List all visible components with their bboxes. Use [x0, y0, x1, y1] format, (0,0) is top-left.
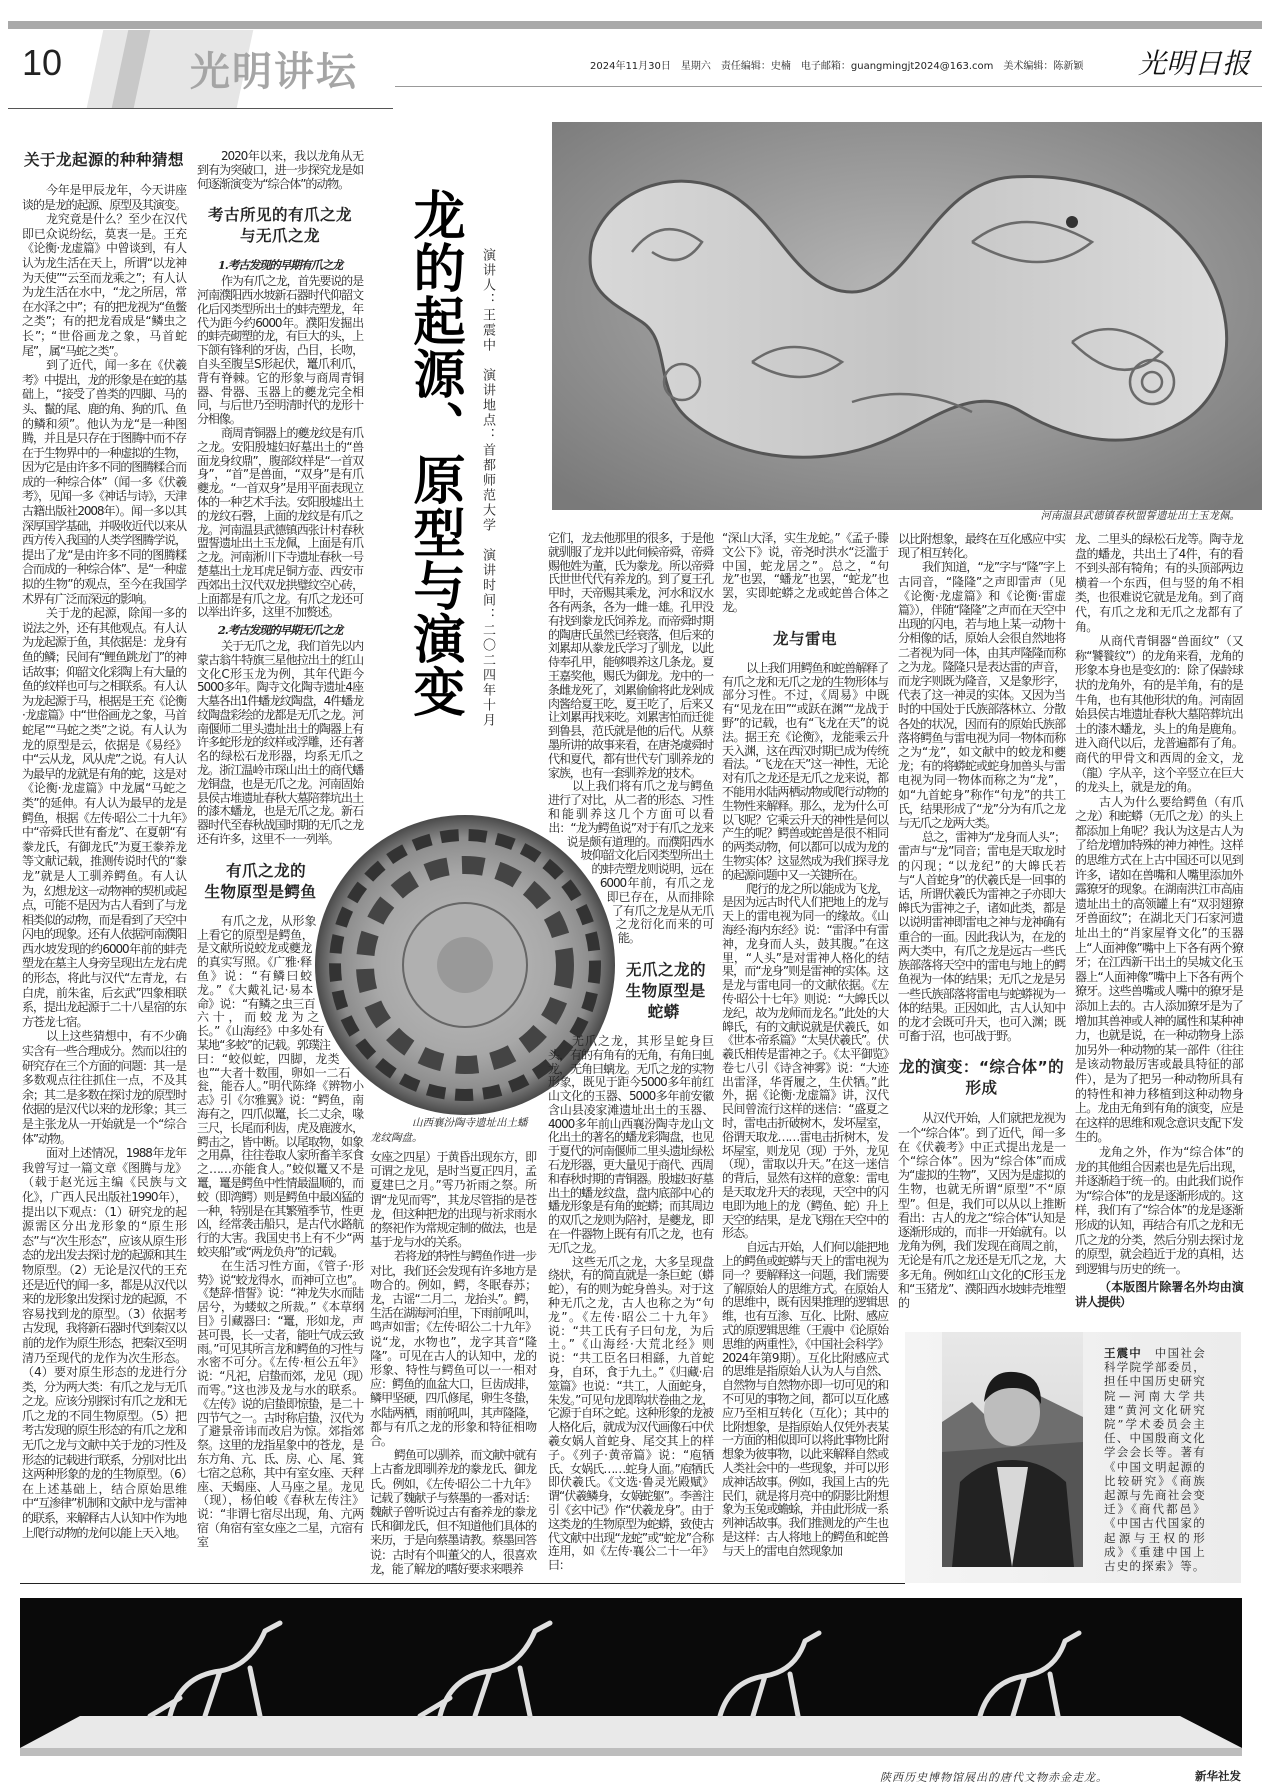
body-paragraph: 我们知道，“龙”字与“隆”字上古同音，“隆隆”之声即雷声（见《论衡·龙虚篇》和《论衡·雷虚篇》），伴随“隆隆”之声而在天空中出现的闪电，若与地上某一动物十分相像的话，原始人会很自然地将二者视为同一体，由其声隆隆而称之为龙。隆隆只是表达雷的声音，而龙字则既为隆音，又是象形字，代表了这一神灵的实体。又因为当时的中国处于氏族部落林立、分散各处的状况，因而有的原始氏族部落将鳄鱼与雷电视为同一物体而称之为“龙”，如文献中的蛟龙和夔龙；有的将蟒蛇或蛇身加兽头与雷电视为同一物体而称之为“龙”，如“九首蛇身”称作“句龙”的共工氏，结果形成了“龙”分为有爪之龙与无爪之龙两大类。 [898, 560, 1065, 831]
section-heading: 无爪之龙的 生物原型是蛇蟒 [625, 960, 706, 1021]
body-paragraph: 在生活习性方面，《管子·形势》说“蛟龙得水，而神可立也”。《楚辞·惜誓》说：“神龙失水而陆居兮，为蝼蚁之所裁。”《本草纲目》引藏器曰：“鼍，形如龙，声甚可畏，长一丈者，能吐气成云致雨。”可见其所言龙和鳄鱼的习性与水密不可分。《左传·桓公五年》说：“凡祀，启蛰而郊，龙见（现）而雩。”这也涉及龙与水的联系。《左传》说的启蛰即惊蛰，是二十四节气之一。古时称启蛰，汉代为了避景帝讳而改启为惊。郊指郊祭。这里的龙指星象中的苍龙，是东方角、亢、氐、房、心、尾、箕七宿之总称，其中有室女座、天秤座、天蝎座、人马座之星。龙见（现），杨伯峻《春秋左传注》说：“非谓七宿尽出现，角、亢两宿（角宿有室女座之二星，亢宿有室 [197, 1258, 363, 1549]
jade-dragon-pendant-photo [552, 122, 1262, 510]
body-paragraph: 龙、二里头的绿松石龙等。陶寺龙盘的蟠龙，共出土了4件，有的看不到头部有犄角；有的头顶部两边横着一个东西，但与竖的角不相类，也很难说它就是龙角。到了商代，有爪之龙和无爪之龙都有了角。 [1075, 532, 1244, 634]
body-paragraph: 关于无爪之龙，我们首先以内蒙古翁牛特旗三星他拉出土的红山文化C形玉龙为例，其年代距今5000多年。陶寺文化陶寺遗址4座大墓各出1件蟠龙纹陶盘，4件蟠龙纹陶盘彩绘的龙都是无爪之龙。河南偃师二里头遗址出土的陶器上有许多蛇形龙的纹样或浮雕，还有著名的绿松石龙形器，均系无爪之龙。浙江温岭市琛山出土的商代蟠龙铜盘，也是无爪之龙。河南固始县侯古堆遗址春秋大墓陪葬坑出土的漆木蟠龙，也是无爪之龙。新石器时代至春秋战国时期的无爪之龙还有许多，这里不一一列举。 [197, 638, 363, 847]
body-paragraph: 龙究竟是什么？至少在汉代即已众说纷纭，莫衷一是。王充《论衡·龙虚篇》中曾谈到，有人认为龙生活在天上，所谓“以龙神为天使”“云至而龙乘之”；有人认为龙生活在水中，“龙之所居，常在水泽之中”；有的把龙视为“鱼鳖之类”；有的把龙看成是“鳞虫之长”；“世俗画龙之象，马首蛇尾”，属“马蛇之类”。 [22, 212, 186, 358]
photo-credit-note: （本版图片除署名外均由演讲人提供） [1075, 1280, 1243, 1309]
bottom-photo-caption: 陕西历史博物馆展出的唐代文物赤金走龙。 [880, 1771, 1108, 1784]
top-photo-caption: 河南温县武德镇春秋盟誓遗址出土玉龙佩。 [1040, 510, 1240, 522]
author-bio-text: 中国社会科学院学部委员，担任中国历史研究院—河南大学共建“黄河文化研究院”学术委员会主任、中国殷商文化学会会长等。著有《中国文明起源的比较研究》《商族起源与先商社会变迁》《商代都邑》《中国古代国家的起源与王权的形成》《重建中国上古史的探索》等。 [1104, 1346, 1206, 1574]
body-paragraph: 自远古开始，人们何以能把地上的鳄鱼或蛇蟒与天上的雷电视为同一？要解释这一问题，我们需要了解原始人的思维方式。在原始人的思维中，既有因果推理的逻辑思维，也有互渗、互化、比附、感应式的原逻辑思维（王震中《论原始思维的两重性》，《中国社会科学》2024年第9期）。互化比附感应式的思维是指原始人认为人与自然、自然物与自然物亦即一切可见的和不可见的事物之间，都可以互化感应乃至相互转化（互化）；其中的比附想象，是指原始人仅凭外表某一方面的相似即可以将此事物比附想象为彼事物，以此来解释自然或人类社会中的一些现象，并可以形成神话故事。例如，我国上古的先民们，就是将月亮中的阴影比附想象为玉兔或蟾蜍，并由此形成一系列神话故事。我们推测龙的产生也是这样：古人将地上的鳄鱼和蛇兽与天上的雷电自然现象加 [722, 1240, 888, 1558]
body-paragraph: 从汉代开始，人们就把龙视为一个“综合体”。到了近代，闻一多在《伏羲考》中正式提出龙是一个“综合体”。因为“综合体”而成为“虚拟的生物”，又因为是虚拟的生物，也就无所谓“原型”不“原型”。但是，我们可以从以上推断看出：古人的龙之“综合体”认知是逐渐形成的，而非一开始就有。以龙角为例，我们发现在商周之前，无论是有爪之龙还是无爪之龙，大多无角。例如红山文化的C形玉龙和“玉猪龙”、濮阳西水坡蚌壳堆塑的 [898, 1111, 1065, 1310]
newspaper-logo: 光明日报 [1138, 47, 1251, 80]
author-bio [1104, 1346, 1206, 1573]
article-title: 龙的起源、原型与演变 [404, 188, 465, 718]
body-paragraph: 以比附想象，最终在互化感应中实现了相互转化。 [898, 532, 1065, 561]
article-column-4 [548, 532, 713, 1573]
body-paragraph: 以上我们用鳄鱼和蛇兽解释了有爪之龙和无爪之龙的生物形体与部分习性。不过，《周易》中既有“见龙在田”“或跃在渊”“龙战于野”的记载，也有“飞龙在天”的说法。据王充《论衡》，龙能乘云升天入渊，这在西汉时期已成为传统看法。“飞龙在天”这一神性，无论对有爪之龙还是无爪之龙来说，都不能用水陆两栖动物或爬行动物的生物性来解释。那么，龙为什么可以飞呢？它乘云升天的神性是何以产生的呢？鳄兽或蛇兽是很不相同的两类动物，何以都可以成为龙的生物实体？这显然成为我们探寻龙的起源问题中又一关键所在。 [722, 660, 888, 882]
body-paragraph: 鳄鱼可以驯养，而文献中就有上古畜龙即驯养龙的豢龙氏、御龙氏。例如，《左传·昭公二十九年》记载了魏献子与蔡墨的一番对话：魏献子曾听说过古有畜养龙的豢龙氏和御龙氏，但不知道他们具体的来历，于是向蔡墨请教。蔡墨回答说：古时有个叫董父的人，很喜欢龙，能了解龙的嗜好要求来喂养 [370, 1448, 536, 1576]
issue-info-line: 2024年11月30日 星期六 责任编辑：史楠 电子邮箱：guangmingjt2024@163.com 美术编辑：陈新颖 [590, 61, 1084, 72]
author-portrait-photo [942, 1332, 1083, 1567]
body-paragraph: “深山大泽，实生龙蛇。”《孟子·滕文公下》说，帝尧时洪水“泛滥于中国，蛇龙居之”。总之，“句龙”也罢，“蟠龙”也罢，“蛇龙”也罢，实即蛇蟒之龙或蛇兽合体之龙。 [722, 531, 888, 614]
content-bottom-rule [20, 1583, 905, 1584]
body-paragraph: 它们，龙去他那里的很多，于是他就驯服了龙并以此伺候帝舜，帝舜赐他姓为董，氏为豢龙。所以帝舜氏世世代代有养龙的。到了夏王孔甲时，天帝赐其乘龙，河水和汉水各有两条，各为一雌一雄。孔甲没有找到豢龙氏饲养龙。而帝舜时期的陶唐氏虽然已经衰落，但后来的刘累却从豢龙氏学习了驯龙，以此侍奉孔甲，能够喂养这几条龙。夏王嘉奖他，赐氏为御龙。龙中的一条雌龙死了，刘累偷偷将此龙剁成肉酱给夏王吃，夏王吃了，后来又让刘累再找来吃。刘累害怕而迁徙到鲁县，范氏就是他的后代。从蔡墨所讲的故事来看，在唐尧虞舜时代和夏代，都有世代专门驯养龙的家族，也有一套驯养龙的技术。 [548, 531, 713, 780]
section-heading: 龙与雷电 [772, 629, 837, 648]
body-paragraph: 商周青铜器上的夔龙纹是有爪之龙。安阳殷墟妇好墓出土的“兽面龙身纹鼎”，腹部纹样是“一首双身”，“首”是兽面，“双身”是有爪夔龙。“一首双身”是用平面表现立体的一种艺术手法。安阳殷墟出土的龙纹石磬，上面的龙纹是有爪之龙。河南温县武德镇西张计村春秋盟誓遗址出土玉龙佩，上面是有爪之龙。河南淅川下寺遗址春秋一号楚墓出土龙耳虎足铜方壶、西安市西郊出土汉代双龙拱璧纹空心砖，上面都是有爪之龙。有爪之龙还可以举出许多，这里不加赘述。 [197, 425, 363, 620]
body-paragraph: 到了近代，闻一多在《伏羲考》中提出，龙的形象是在蛇的基础上，“接受了兽类的四脚、马的头、鬣的尾、鹿的角、狗的爪、鱼的鳞和须”。他认为龙“是一种图腾，并且是只存在于图腾中而不存在于生物界中的一种虚拟的生物，因为它是由许多不同的图腾糅合而成的一种综合体”（闻一多《伏羲考》，见闻一多《神话与诗》，天津古籍出版社2008年）。闻一多以其深厚国学基础，并吸收近代以来从西方传入我国的人类学图腾学说，提出了龙“是由许多不同的图腾糅合而成的一种综合体”、是“一种虚拟的生物”的观点，至今在我国学术界有广泛而深远的影响。 [22, 358, 186, 606]
body-paragraph: 龙角之外，作为“综合体”的龙的其他组合因素也是先后出现，并逐渐趋于统一的。由此我们说作为“综合体”的龙是逐渐形成的。这样，我们有了“综合体”的龙是逐渐形成的认知，再结合有爪之龙和无爪之龙的分类，然后分别去探讨龙的原型，就会趋近于龙的真相，达到逻辑与历史的统一。 [1075, 1144, 1244, 1276]
body-paragraph: 有爪之龙，从形象上看它的原型是鳄鱼，是文献所说蛟龙或夔龙的真实写照。《广雅·释鱼》说：“有鳞曰蛟龙。”《大戴礼记·易本命》说：“有鳞之虫三百六十，而蛟龙为之长。”《山海经》中多处有某地“多蛟”的记载。郭璞注曰：“蛟似蛇，四脚，龙类也”“大者十数围，卵如一二石瓮，能吞人。”明代陈绛《辨物小志》引《尔雅翼》说：“鳄鱼，南海有之，四爪似鼍，长二丈余，喙三尺，长尾而利齿，虎及鹿渡水，鳄击之，皆中断。以尾取物，如象之用鼻，往往卷取人家所畜羊豕食之……亦能食人。”蛟似鼍又不是鼍，鼍是鳄鱼中性情最温顺的，而蛟（即湾鳄）则是鳄鱼中最凶猛的一种，特别是在其繁殖季节，性更凶，经常袭击船只，是古代水路航行的大害。我国史书上有不少“两蛟夹船”或“两龙负舟”的记载。 [197, 913, 363, 1259]
section-title: 光明讲坛 [190, 48, 358, 95]
body-paragraph: 从商代青铜器“兽面纹”（又称“饕餮纹”）的龙角来看，龙角的形象本身也是变幻的：除了保龄球状的龙角外，有的是羊角，有的是牛角，也有其他形状的角。河南固始县侯古堆遗址春秋大墓陪葬坑出土的漆木蟠龙，头上的角是鹿角。进入商代以后，龙普遍都有了角。商代的甲骨文和西周的金文，龙（龍）字从辛，这个辛竖立在巨大的龙头上，就是龙的角。 [1075, 634, 1244, 795]
gold-walking-dragons-photo [20, 1598, 1242, 1756]
body-paragraph: 以上这些猜想中，有不少确实含有一些合理成分。然而以往的研究存在三个方面的问题：其一是多数观点往往抓住一点，不及其余；其二是多数在探讨龙的原型时依据的是汉代以来的龙形象；其三是主张龙从一开始就是一个“综合体”动物。 [22, 1029, 186, 1146]
section-heading: 有爪之龙的 生物原型是鳄鱼 [204, 861, 317, 901]
article-column-6 [898, 532, 1065, 1310]
article-column-5 [722, 532, 888, 1559]
body-paragraph: 今年是甲辰龙年，今天讲座谈的是龙的起源、原型及其演变。 [22, 183, 186, 212]
header-divider [395, 86, 1262, 87]
body-paragraph: 古人为什么要给鳄鱼（有爪之龙）和蛇蟒（无爪之龙）的头上都添加上角呢？我认为这是古人为了给龙增加特殊的神力神性。这样的思维方式在上古中国还可以见到许多，诸如在兽嘴和人嘴里添加外露獠牙的现象。在湖南洪江市高庙遗址出土的高领罐上有“双羽翅獠牙兽面纹”；在湖北天门石家河遗址出土的“肖家屋脊文化”的玉器上“人面神像”嘴中上下各有两个獠牙；在江西新干出土的吴城文化玉器上“人面神像”嘴中上下各有两个獠牙。这些兽嘴或人嘴中的獠牙是添加上去的。古人添加獠牙是为了增加其兽神或人神的属性和某种神力，也就是说，在一种动物身上添加另外一种动物的某一部件（往往是该动物最厉害或最具特征的部件），是为了把另一种动物所具有的特性和神力移植到这种动物身上。龙由无角到有角的演变，应是在这样的思维和观念意识支配下发生的。 [1075, 794, 1244, 1145]
subsection-heading: 1.考古发现的早期有爪之龙 [217, 258, 343, 273]
article-column-3 [370, 1150, 536, 1576]
body-paragraph: 这些无爪之龙，大多呈现盘绕状，有的简直就是一条巨蛇（蟒蛇），有的则为蛇身兽头。对于这种无爪之龙，古人也称之为“句龙”。《左传·昭公二十九年》说：“共工氏有子曰句龙，为后土。”《山海经·大荒北经》则说：“共工臣名曰相繇，九首蛇身，自环，食于九土。”《归藏·启筮篇》也说：“共工，人面蛇身，朱发。”可见句龙即钩状卷曲之龙，它源于自环之蛇。这种形象的龙被人格化后，就成为汉代画像石中伏羲女娲人首蛇身、尾交其上的样子。《列子·黄帝篇》说：“庖牺氏、女娲氏……蛇身人面。”庖牺氏即伏羲氏。《文选·鲁灵光殿赋》谓“伏羲鳞身，女娲蛇躯”。李善注引《玄中记》作“伏羲龙身”。由于这类龙的生物原型为蛇蟒，致使古代文献中出现“龙蛇”或“蛇龙”合称连用，如《左传·襄公二十一年》曰： [548, 1254, 713, 1573]
header-top-bar [8, 21, 1262, 29]
body-paragraph: 面对上述情况，1988年龙年我曾写过一篇文章《图腾与龙》（载于赵光远主编《民族与文化》，广西人民出版社1990年），提出以下观点：（1）研究龙的起源需区分出龙形象的“原生形态”与“次生形态”，应该从原生形态的龙出发去探讨龙的起源和其生物原型。（2）无论是汉代的王充还是近代的闻一多，都是从汉代以来的龙形象出发探讨龙的起源，不容易找到龙的原型。（3）依据考古发现，我将新石器时代到秦汉以前的龙作为原生形态，把秦汉至明清乃至现代的龙作为次生形态。（4）要对原生形态的龙进行分类，分为两大类：有爪之龙与无爪之龙。应该分别探讨有爪之龙和无爪之龙的不同生物原型。（5）把考古发现的原生形态的有爪之龙和无爪之龙与文献中关于龙的习性及形态的记载进行联系，分别对比出这两种形象的龙的生物原型。（6）在上述基础上，结合原始思维中“互渗律”机制和文献中龙与雷神的联系，来解释古人认知中作为地上爬行动物的龙何以能上天入地。 [22, 1146, 186, 1540]
header-divider-left [8, 108, 393, 109]
lecture-byline: 演讲人：王震中 演讲地点：首都师范大学 演讲时间：二〇二四年十月 [480, 248, 495, 728]
author-name: 王震中 [1104, 1346, 1142, 1360]
section-heading: 龙的演变：“综合体”的形成 [898, 1058, 1065, 1098]
article-column-1 [22, 150, 186, 1540]
dish-photo-caption: 山西襄汾陶寺遗址出土蟠龙纹陶盘。 [370, 1117, 528, 1144]
subsection-heading: 2.考古发现的早期无爪之龙 [217, 623, 343, 638]
body-paragraph: 作为有爪之龙，首先要说的是河南濮阳西水坡新石器时代仰韶文化后冈类型所出土的蚌壳塑龙，年代为距今约6000年。濮阳发掘出的蚌壳砌塑的龙，有巨大的头，上下颌有锋利的牙齿，凸目，长吻，自头至腹呈S形起伏，鼍爪利爪，背有脊棘。它的形象与商周青铜器、骨器、玉器上的夔龙完全相同，与后世乃至明清时代的龙形十分相像。 [197, 274, 363, 427]
body-paragraph: 爬行的龙之所以能成为飞龙，是因为远古时代人们把地上的龙与天上的雷电视为同一的缘故。《山海经·海内东经》说：“雷泽中有雷神，龙身而人头，鼓其腹。”在这里，“人头”是对雷神人格化的结果，而“龙身”则是雷神的实体。这是龙与雷电同一的文献依据。《左传·昭公十七年》则说：“大皞氏以龙纪，故为龙师而龙名。”此处的大皞氏，有的文献说就是伏羲氏，如《世本·帝系篇》“太昊伏羲氏”。伏羲氏相传是雷神之子。《太平御览》卷七八引《诗含神雾》说：“大迹出雷泽，华胥履之，生伏牺。”此外，据《论衡·龙虚篇》讲，汉代民间曾流行这样的迷信：“盛夏之时，雷电击折破树木，发坏屋室，俗谓天取龙……雷电击折树木，发坏屋室，则龙见（现）于外，龙见（现），雷取以升天。”在这一迷信的背后，显然有这样的意象：雷电是天取龙升天的表现，天空中的闪电即为地上的龙（鳄鱼、蛇）升上天空的结果，是龙飞翔在天空中的形态。 [722, 881, 888, 1241]
body-paragraph: 2020年以来，我以龙角从无到有为突破口，进一步探究龙是如何逐渐演变为“综合体”的动物。 [197, 149, 363, 191]
article-column-7 [1075, 532, 1243, 1309]
article-column-2 [197, 150, 363, 1550]
body-paragraph: 以上我们将有爪之龙与鳄鱼进行了对比，从二者的形态、习性和能驯养这几个方面可以看出：“龙为鳄鱼说”对于有爪之龙来说是颇有道理的。而濮阳西水坡仰韶文化后冈类型所出土的蚌壳塑龙则说明，远在6000年前，有爪之龙即已存在，从而排除了有爪之龙是从无爪之龙衍化而来的可能。 [548, 779, 713, 946]
body-paragraph: 总之，雷神为“龙身而人头”；雷声与“龙”同音；雷电是天取龙时的闪现；“以龙纪”的大皞氏若与“人首蛇身”的伏羲氏是一回事的话，所谓伏羲氏为雷神之子亦即大皞氏为雷神之子，诸如此类，都是以说明雷神即雷电之神与龙神确有重合的一面。因此我认为，在龙的两大类中，有爪之龙是远古一些氏族部落将天空中的雷电与地上的鳄鱼视为一体的结果；无爪之龙是另一些氏族部落将雷电与蛇蟒视为一体的结果。正因如此，古人认知中的龙才会既可升天，也可入渊；既可畜于沼，也可战于野。 [898, 830, 1065, 1044]
body-paragraph: 若将龙的特性与鳄鱼作进一步对比，我们还会发现有许多地方是吻合的。例如，鳄，冬眠春苏；龙，古谣“二月二，龙抬头”。鳄，生活在湖海河泊里，下雨前吼叫，鸣声如雷；《左传·昭公二十九年》说“龙，水物也”，龙字其音“隆隆”。可见在古人的认知中，龙的形象、特性与鳄鱼可以一一相对应：鳄鱼的血盆大口，巨齿成排，鳞甲坚硬，四爪修尾，卵生冬蛰，水陆两栖，雨前吼叫，其声隆隆，都与有爪之龙的形象和特征相吻合。 [370, 1249, 536, 1449]
section-heading: 关于龙起源的种种猜想 [23, 151, 184, 169]
bottom-photo-credit: 新华社发 [1195, 1769, 1241, 1783]
body-paragraph: 关于龙的起源，除闻一多的说法之外，还有其他观点。有人认为龙起源于鱼，其依据是：龙身有鱼的鳞；民间有“鲤鱼跳龙门”的神话故事；仰韶文化彩陶上有大量的鱼的纹样也可与之相联系。有人认为龙起源于马，根据是王充《论衡·龙虚篇》中“世俗画龙之象，马首蛇尾”“马蛇之类”之说。有人认为龙的原型是云，依据是《易经》中“云从龙，风从虎”之说。有人认为最早的龙就是有角的蛇，这是对《论衡·龙虚篇》中龙属“马蛇之类”的延伸。有人认为最早的龙是鳄鱼，根据《左传·昭公二十九年》中“帝舜氏世有畜龙”、在夏朝“有豢龙氏，有御龙氏”为夏王豢养龙等文献记载，推测传说时代的“豢龙”就是人工驯养鳄鱼。有人认为，幻想龙这一动物神的契机或起点，可能不是因为古人看到了与龙相类似的动物，而是看到了天空中闪电的现象。还有人依据河南濮阳西水坡发现的约6000年前的蚌壳塑龙在墓主人身旁呈现出左龙右虎的形态，将此与汉代“左青龙，右白虎，前朱雀，后玄武”四象相联系，提出龙起源于二十八星宿的东方苍龙七宿。 [22, 606, 186, 1029]
page-number: 10 [22, 42, 63, 83]
body-paragraph: 无爪之龙，其形呈蛇身巨头，有的有角有的无角，有角曰虬龙，无角曰螭龙。无爪之龙的实物形象，既见于距今5000多年前红山文化的玉器、5000多年前安徽含山县凌家滩遗址出土的玉器、4000多年前山西襄汾陶寺龙山文化出土的著名的蟠龙彩陶盘，也见于夏代的河南偃师二里头遗址绿松石龙形器，更大量见于商代、西周和春秋时期的青铜器。殷墟妇好墓出土的蟠龙纹盘，盘内底部中心的蟠龙形象是有角的蛇蟒；而其周边的双爪之龙则为陪衬，是夔龙，即在一件器物上既有有爪之龙，也有无爪之龙。 [548, 1033, 713, 1255]
body-paragraph: 女座之四星）于黄昏出现东方，即可谓之龙见，是时当夏正四月，孟夏建巳之月。”雩乃祈雨之祭。所谓“龙见而雩”，其龙尽管指的是苍龙，但这种把龙的出现与祈求雨水的祭祀作为常规定制的做法，也是基于龙与水的关系。 [370, 1150, 536, 1250]
section-heading: 考古所见的有爪之龙 与无爪之龙 [207, 206, 352, 246]
